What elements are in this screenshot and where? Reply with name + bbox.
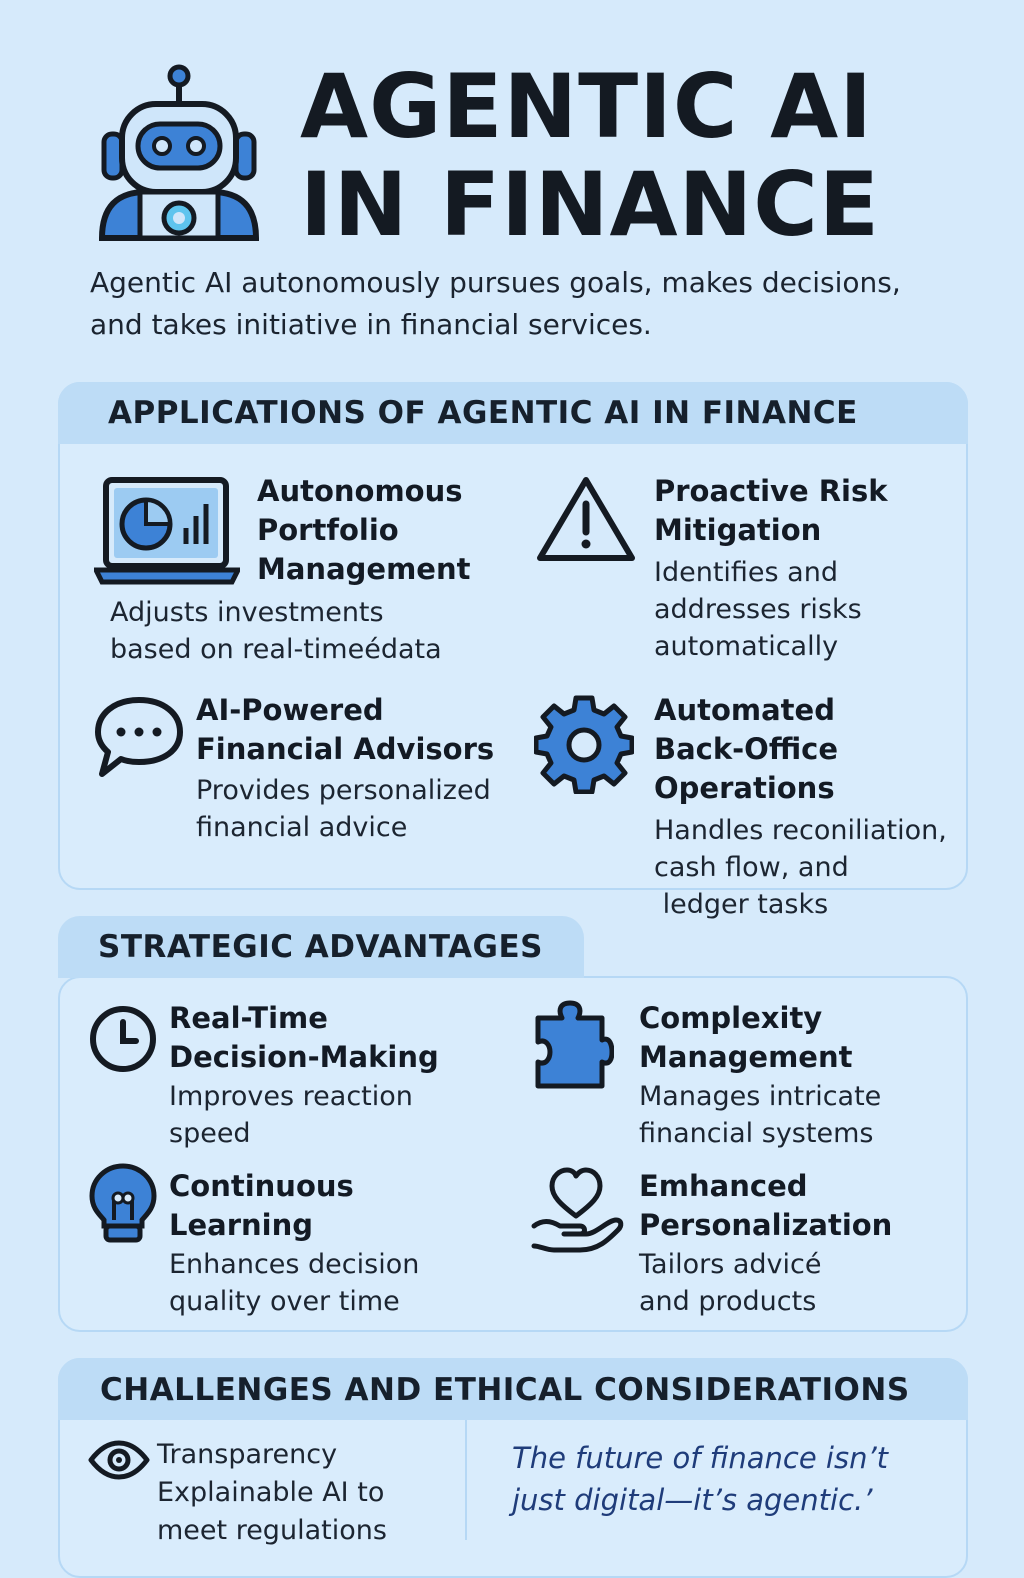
title-line-1: AGENTIC AI (300, 55, 873, 158)
intro-text (90, 262, 990, 346)
gear-icon (534, 694, 634, 794)
puzzle-icon (532, 1000, 614, 1092)
challenge-transparency: Transparency Explainable AI to meet regulations (157, 1439, 387, 1546)
item-desc-backoffice: Handles reconiliation, cash flow, and ledger tasks (654, 815, 947, 920)
item-title-portfolio: Autonomous Portfolio Management (257, 474, 471, 586)
item-desc-learning: Enhances decision quality over time (169, 1249, 420, 1317)
item-title-risk: Proactive Risk Mitigation (654, 474, 888, 547)
chat-bubble-icon (94, 694, 184, 780)
item-desc-risk: Identifies and addresses risks automatically (654, 557, 862, 662)
clock-icon (88, 1004, 158, 1074)
intro-line: Agentic AI autonomously pursues goals, makes decisions, (90, 266, 901, 299)
laptop-chart-icon (94, 474, 240, 586)
applications-heading: APPLICATIONS OF AGENTIC AI IN FINANCE (58, 382, 968, 444)
heart-hand-icon (530, 1164, 624, 1256)
item-title-complexity: Complexity Management (639, 1001, 853, 1074)
page-title (300, 55, 880, 256)
warning-icon (536, 474, 636, 564)
item-desc-complexity: Manages intricate financial systems (639, 1081, 882, 1149)
item-desc-advisors: Provides personalized financial advice (196, 775, 491, 843)
item-title-learning: Continuous Learning (169, 1169, 354, 1242)
item-desc-realtime: Improves reaction speed (169, 1081, 413, 1149)
item-title-backoffice: Automated Back-Office Operations (654, 693, 839, 805)
robot-icon (96, 64, 262, 244)
item-title-realtime: Real-Time Decision-Making (169, 1001, 439, 1074)
intro-line: and takes initiative in financial services. (90, 308, 652, 341)
challenges-heading: CHALLENGES AND ETHICAL CONSIDERATIONS (58, 1358, 968, 1420)
eye-icon (88, 1440, 150, 1480)
challenges-divider (465, 1420, 467, 1540)
lightbulb-icon (88, 1162, 158, 1246)
advantages-heading: STRATEGIC ADVANTAGES (58, 916, 584, 978)
item-title-advisors: AI-Powered Financial Advisors (196, 693, 495, 766)
item-desc-portfolio: Adjusts investments based on real-timeédata (110, 597, 442, 665)
quote: The future of finance isn’t just digital—it’s agentic.’ (512, 1441, 889, 1517)
title-line-2: IN FINANCE (300, 153, 880, 256)
item-title-personalization: Emhanced Personalization (639, 1169, 893, 1242)
item-desc-personalization: Tailors advicé and products (639, 1249, 822, 1317)
